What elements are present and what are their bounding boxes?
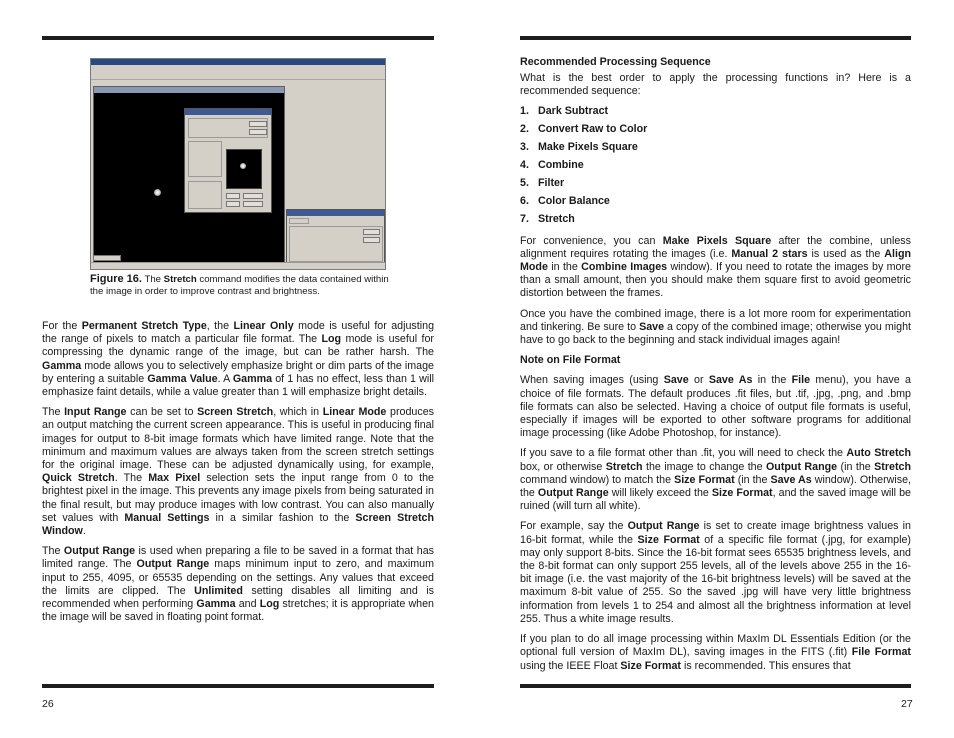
bold-term: Make Pixels Square bbox=[662, 234, 772, 247]
bold-term: Screen Stretch Window bbox=[42, 511, 434, 538]
bold-term: Quick Stretch bbox=[42, 472, 115, 485]
bold-term: Size Format bbox=[674, 473, 735, 486]
paragraph: Once you have the combined image, there is a lot more room for experimentation and tinkering. Be sure to Save a copy of the combined image; otherwise you might have to go back to the beginning and stack individual images again! bbox=[520, 307, 911, 347]
paragraph: For example, say the Output Range is set to create image brightness values in 16-bit format, while the Size Format of a specific file format (.jpg, for example) may only support 8-bits. Since the 16-bit format sees 65535 brightness levels, and the 8-bit format can only support 255 levels, all of the levels above 255 in the 16-bit image (i.e. the vast majority of the 16-bit brightness levels) will be saved at the maximum 8-bit value of 255. So the saved .jpg will have very little brightness information from levels 1 to 254 and almost all the brightness information at level 255. Thus a white image results. bbox=[520, 520, 911, 625]
full-screen-button[interactable] bbox=[243, 201, 263, 207]
bold-term: Size Format bbox=[711, 487, 773, 500]
bold-term: Gamma bbox=[196, 598, 236, 611]
app-toolbar bbox=[91, 71, 385, 80]
bold-term: Size Format bbox=[637, 533, 700, 546]
top-rule bbox=[520, 36, 911, 40]
bold-term: Linear Only bbox=[233, 320, 294, 332]
bold-term: Input Range bbox=[64, 406, 127, 419]
step-label: Dark Subtract bbox=[538, 105, 609, 117]
undo-button[interactable] bbox=[226, 201, 240, 207]
bold-term: File bbox=[791, 374, 811, 387]
bold-term: Stretch bbox=[874, 460, 911, 473]
preview-star bbox=[240, 163, 246, 169]
paragraph: The Input Range can be set to Screen Stretch, which in Linear Mode produces an output matching the current screen appearance. This is useful in producing final images for output to 8-bit image formats which have limited range. Note that the minimum and maximum values are always taken from the screen stretch settings for the original image. These can be adjusted dynamically using, for example, Quick Stretch. The Max Pixel selection sets the input range from 0 to the brightest pixel in the image. This prevents any image pixels from being saturated in the final result, but may produce images with low contrast. You can also manually set values with Manual Settings in a similar fashion to the Screen Stretch Window. bbox=[42, 406, 435, 538]
stretch-dialog-titlebar bbox=[185, 109, 271, 115]
page-number: 26 bbox=[42, 698, 54, 710]
bold-term: Output Range bbox=[136, 558, 210, 571]
step-label: Combine bbox=[538, 159, 584, 171]
bold-term: Save bbox=[663, 374, 689, 387]
stretch-dialog bbox=[184, 108, 272, 213]
caption-post: command modifies the data contained within the image in order to improve contrast and brightness. bbox=[90, 274, 389, 298]
bold-term: Save bbox=[639, 320, 665, 333]
bold-term: Manual Settings bbox=[124, 511, 210, 524]
bold-term: Align Mode bbox=[520, 247, 911, 274]
sequence-list bbox=[520, 103, 911, 229]
list-item bbox=[520, 157, 911, 175]
paragraph: For convenience, you can Make Pixels Square after the combine, unless alignment requires rotating the images (i.e. Manual 2 stars is used as the Align Mode in the Combine Images window). If you need to rotate the images by more than a small amount, then you should make them square first to avoid geometric distortion between the frames. bbox=[520, 234, 911, 300]
image-window-titlebar bbox=[94, 87, 284, 93]
list-item bbox=[520, 139, 911, 157]
step-number: 6. bbox=[520, 195, 529, 207]
left-body bbox=[42, 320, 434, 631]
bold-term: Combine Images bbox=[581, 261, 668, 274]
step-label: Convert Raw to Color bbox=[538, 123, 648, 135]
ok-button[interactable] bbox=[249, 121, 267, 127]
app-statusbar bbox=[91, 262, 385, 269]
cancel-button[interactable] bbox=[249, 129, 267, 135]
bold-term: File Format bbox=[851, 646, 911, 659]
output-range-group bbox=[188, 181, 222, 209]
paragraph: When saving images (using Save or Save As in the File menu), you have a choice of file formats. The default produces .fit files, but .tif, .jpg, .png, and .bmp file formats can also be selected. Having a choice of output file formats is useful, especially if images will be exported to other software programs for additional image processing (like Adobe Photoshop, for instance). bbox=[520, 374, 911, 440]
section-heading: Note on File Format bbox=[520, 354, 621, 367]
paragraph: The Output Range is used when preparing a file to be saved in a format that has limited range. The Output Range maps minimum input to zero, and maximum input to 255, 4095, or 65535 depending on the settings. Any values that exceed the limits are clipped. The Unlimited setting disables all limiting and is recommended when performing Gamma and Log stretches; it is appropriate when the image will be saved in floating point format. bbox=[42, 545, 434, 624]
bold-term: Log bbox=[259, 598, 280, 611]
bold-term: Linear Mode bbox=[322, 406, 387, 419]
bold-term: Size Format bbox=[620, 659, 681, 672]
figure-caption bbox=[90, 273, 395, 299]
figure-screenshot bbox=[90, 58, 386, 270]
step-number: 4. bbox=[520, 159, 529, 171]
bold-term: Output Range bbox=[627, 520, 700, 533]
star-image bbox=[154, 189, 161, 196]
bold-term: Output Range bbox=[63, 545, 136, 558]
bold-term: Unlimited bbox=[194, 584, 243, 597]
step-number: 2. bbox=[520, 123, 529, 135]
paragraph: For the Permanent Stretch Type, the Linear Only mode is useful for adjusting the range of pixels to match a particular file format. The Log mode is useful for compressing the dynamic range of the image, but can be rather harsh. The Gamma mode allows you to selectively emphasize bright or dim parts of the image by entering a suitable Gamma Value. A Gamma of 1 has no effect, less than 1 will emphasize faint details, while a value greater than 1 will emphasize bright details. bbox=[42, 320, 435, 399]
bold-term: Save As bbox=[708, 374, 753, 387]
bold-term: Permanent Stretch Type bbox=[81, 320, 207, 332]
figure-label: Figure 16. bbox=[90, 273, 142, 285]
step-label: Color Balance bbox=[538, 195, 610, 207]
page-number: 27 bbox=[901, 698, 913, 710]
preview-image bbox=[226, 149, 262, 189]
bold-term: Output Range bbox=[765, 460, 838, 473]
camera-control-titlebar bbox=[287, 210, 384, 216]
right-page bbox=[477, 0, 954, 738]
camera-tab bbox=[289, 218, 309, 224]
step-number: 3. bbox=[520, 141, 529, 153]
bold-term: Output Range bbox=[537, 487, 609, 500]
bold-term: Save As bbox=[770, 473, 812, 486]
bold-term: Manual 2 stars bbox=[731, 247, 808, 260]
bold-term: Screen Stretch bbox=[197, 406, 274, 419]
section-heading: Recommended Processing Sequence bbox=[520, 56, 711, 68]
apply-button[interactable] bbox=[226, 193, 240, 199]
step-number: 7. bbox=[520, 213, 529, 225]
input-range-group bbox=[188, 141, 222, 177]
bold-term: Gamma bbox=[232, 372, 273, 385]
bold-term: Stretch bbox=[605, 460, 643, 473]
step-number: 1. bbox=[520, 105, 529, 117]
paragraph: If you plan to do all image processing within MaxIm DL Essentials Edition (or the optional full version of MaxIm DL), saving images in the FITS (.fit) File Format using the IEEE Float Size Format is recommended. This ensures that bbox=[520, 633, 911, 672]
list-item bbox=[520, 175, 911, 193]
caption-bold: Stretch bbox=[163, 274, 197, 285]
list-item bbox=[520, 103, 911, 121]
bold-term: Log bbox=[321, 333, 342, 346]
bold-term: Gamma bbox=[42, 359, 82, 372]
camera-control-dialog bbox=[286, 209, 385, 265]
bottom-rule bbox=[42, 684, 434, 688]
preview-button[interactable] bbox=[243, 193, 263, 199]
step-label: Stretch bbox=[538, 213, 575, 225]
bottom-rule bbox=[520, 684, 911, 688]
step-number: 5. bbox=[520, 177, 529, 189]
expose-button[interactable] bbox=[363, 229, 380, 235]
list-item bbox=[520, 211, 911, 229]
bold-term: Max Pixel bbox=[148, 472, 201, 485]
step-label: Make Pixels Square bbox=[538, 141, 638, 153]
bold-term: Auto Stretch bbox=[846, 447, 912, 460]
stop-button[interactable] bbox=[363, 237, 380, 243]
step-label: Filter bbox=[538, 177, 565, 189]
list-item bbox=[520, 193, 911, 211]
top-rule bbox=[42, 36, 434, 40]
list-item bbox=[520, 121, 911, 139]
right-body bbox=[520, 56, 911, 680]
intro-paragraph: What is the best order to apply the processing functions in? Here is a recommended sequence: bbox=[520, 72, 911, 98]
caption-pre: The bbox=[144, 274, 164, 285]
taskbar-button bbox=[93, 255, 121, 261]
paragraph: If you save to a file format other than .fit, you will need to check the Auto Stretch box, or otherwise Stretch the image to change the Output Range (in the Stretch command window) to match the Size Format (in the Save As window). Otherwise, the Output Range will likely exceed the Size Format, and the saved image will be ruined (will turn all white). bbox=[520, 447, 912, 513]
bold-term: Gamma Value bbox=[147, 372, 218, 385]
